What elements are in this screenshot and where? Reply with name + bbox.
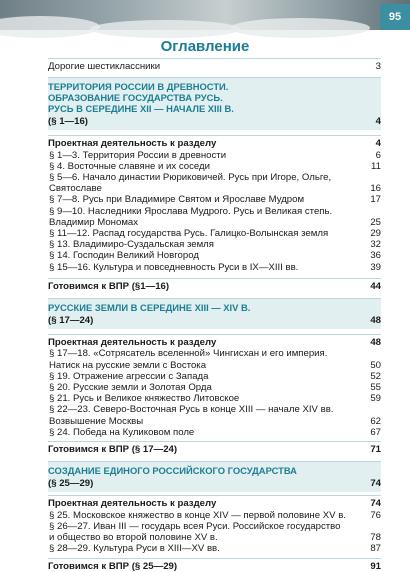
vpr-item[interactable]: Готовимся к ВПР (§ 17—24) 71 [48, 441, 381, 455]
table-of-contents [48, 58, 381, 572]
toc-item[interactable]: § 24. Победа на Куликовом поле 67 [49, 426, 381, 438]
vpr-item[interactable]: Готовимся к ВПР (§ 25—29) 91 [48, 558, 381, 572]
toc-intro[interactable]: Дорогие шестиклассники 3 [48, 58, 381, 72]
header-banner-image [0, 0, 410, 30]
toc-item[interactable]: § 14. Господин Великий Новгород 36 [49, 250, 381, 262]
toc-item[interactable]: § 17—18. «Сотрясатель вселенной» Чингисхан и его империя. [49, 348, 328, 360]
toc-item[interactable]: § 15—16. Культура и повседневность Руси в IX—XIII вв. 39 [49, 261, 381, 273]
page-number: 95 [380, 4, 410, 30]
toc-item[interactable]: § 25. Московское княжество в конце XIV — первой половине XV в. 76 [49, 509, 381, 521]
toc-item[interactable]: § 5—6. Начало династии Рюриковичей. Русь при Игоре, Ольге, [49, 172, 332, 184]
vpr-item[interactable]: Готовимся к ВПР (§1—16) 44 [48, 278, 381, 292]
toc-item[interactable]: Натиск на русские земли с Востока 50 [49, 359, 381, 371]
toc-item[interactable]: § 4. Восточные славяне и их соседи 11 [49, 160, 381, 172]
section-title: РУССКИЕ ЗЕМЛИ В СЕРЕДИНЕ XIII — XIV В. [48, 302, 251, 314]
toc-item[interactable]: § 28—29. Культура Руси в XIII—XV вв. 87 [49, 543, 381, 555]
section-range[interactable]: (§ 1—16) 4 [48, 116, 381, 128]
toc-item[interactable]: § 7—8. Русь при Владимире Святом и Ярославе Мудром 17 [49, 194, 381, 206]
section-range[interactable]: (§ 17—24) 48 [48, 315, 381, 327]
toc-item[interactable]: § 19. Отражение агрессии с Запада 52 [49, 370, 381, 382]
toc-item[interactable]: и общество во второй половине XV в. 78 [49, 532, 381, 544]
page-title: Оглавление [160, 38, 250, 55]
section-1 [48, 77, 381, 130]
toc-item[interactable]: § 20. Русские земли и Золотая Орда 55 [49, 382, 381, 394]
project-item[interactable]: Проектная деятельность к разделу 48 [48, 334, 381, 348]
project-item[interactable]: Проектная деятельность к разделу 4 [48, 135, 381, 149]
toc-item[interactable]: Возвышение Москвы 62 [49, 415, 381, 427]
toc-item[interactable]: § 13. Владимиро-Суздальская земля 32 [49, 239, 381, 251]
toc-item[interactable]: § 9—10. Наследники Ярослава Мудрого. Русь и Великая степь. [49, 205, 333, 217]
toc-item[interactable]: § 1—3. Территория России в древности 6 [49, 149, 381, 161]
section-title: ТЕРРИТОРИЯ РОССИИ В ДРЕВНОСТИ. ОБРАЗОВАНИЕ ГОСУДАРСТВА РУСЬ. РУСЬ В СЕРЕДИНЕ XII — НАЧАЛЕ XIII В. [48, 81, 234, 115]
project-item[interactable]: Проектная деятельность к разделу 74 [48, 495, 381, 509]
toc-item[interactable]: § 26—27. Иван III — государь всея Руси. Российское государство [49, 520, 341, 532]
toc-item[interactable]: Владимир Мономах 25 [49, 216, 381, 228]
section-title: СОЗДАНИЕ ЕДИНОГО РОССИЙСКОГО ГОСУДАРСТВА [48, 465, 297, 477]
toc-item[interactable]: § 11—12. Распад государства Русь. Галицко-Волынская земля 29 [49, 228, 381, 240]
toc-item[interactable]: Святославе 16 [49, 183, 381, 195]
section-3 [48, 461, 381, 492]
toc-item[interactable]: § 21. Русь и Великое княжество Литовское 59 [49, 393, 381, 405]
section-range[interactable]: (§ 25—29) 74 [48, 478, 381, 490]
section-2 [48, 298, 381, 329]
toc-item[interactable]: § 22—23. Северо-Восточная Русь в конце XIII — начале XIV вв. [49, 404, 334, 416]
